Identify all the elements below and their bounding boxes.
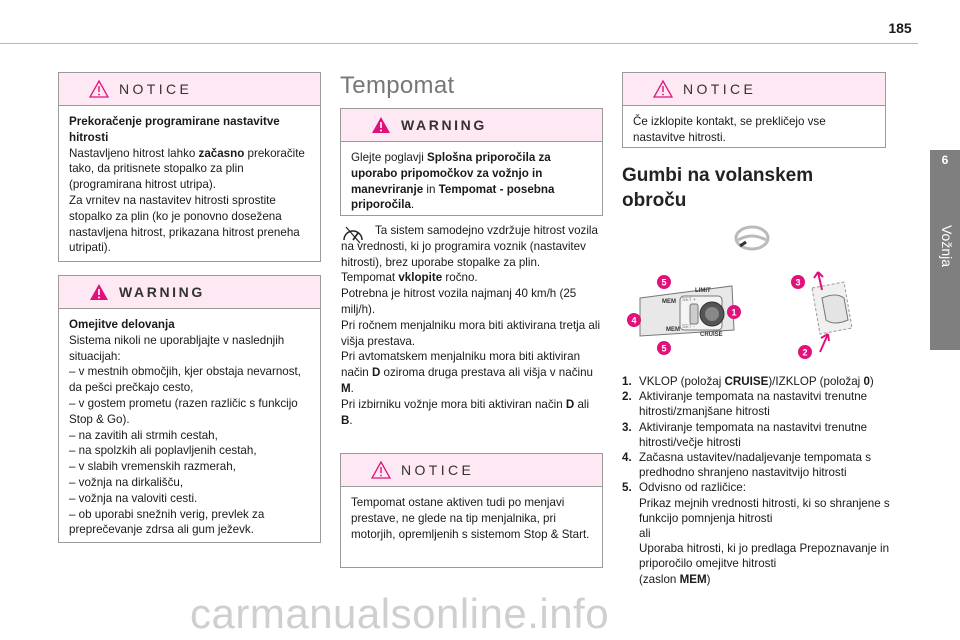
notice-title: NOTICE xyxy=(119,81,193,97)
list-item: – na spolzkih ali poplavljenih cestah, xyxy=(69,444,257,458)
warning-title: WARNING xyxy=(401,117,487,133)
warning-paragraph: Sistema nikoli ne uporabljajte v naslednjih situacijah: xyxy=(69,333,285,363)
notice-header xyxy=(341,454,602,487)
cruise-label: CRUISE xyxy=(700,332,723,338)
notice-body xyxy=(59,106,320,266)
warning-title: WARNING xyxy=(119,284,205,300)
notice-header xyxy=(59,73,320,106)
svg-text:4: 4 xyxy=(631,315,637,326)
page-number: 185 xyxy=(888,20,912,36)
chapter-tab-number: 6 xyxy=(941,153,949,167)
speed-line: Potrebna je hitrost vozila najmanj 40 km/h (25 milj/h). xyxy=(341,287,577,316)
intro-paragraph: Ta sistem samodejno vzdržuje hitrost vozila na vrednosti, ki jo programira voznik (nastavitev hitrosti), brez uporabe stopalke za plin. xyxy=(341,224,598,269)
warning-body xyxy=(341,142,602,223)
notice-box-ignition xyxy=(622,72,886,148)
header-rule xyxy=(0,43,918,44)
notice-body xyxy=(623,106,885,156)
svg-text:2: 2 xyxy=(802,347,808,358)
list-item-5: 5. Odvisno od različice: Prikaz mejnih vrednosti hitrosti, ki so shranjene s funkcijo pomnjenja hitrosti ali Uporaba hitrosti, ki jo predlaga Prepoznavanje in priporočilo omejitve hitrosti (zaslon MEM) xyxy=(622,481,890,586)
controls-list xyxy=(622,374,892,587)
svg-text:5: 5 xyxy=(661,277,667,288)
list-item: – ob uporabi snežnih verig, prevlek za preprečevanje zdrsa ali gum ježevk. xyxy=(69,507,265,537)
list-item: – vožnja na valoviti cesti. xyxy=(69,491,198,505)
manual-gearbox-line: Pri ročnem menjalniku mora biti aktivirana tretja ali višja prestava. xyxy=(341,318,601,348)
warning-triangle-icon xyxy=(89,283,109,301)
svg-text:1: 1 xyxy=(731,307,737,318)
notice-paragraph: Tempomat ostane aktiven tudi po menjavi prestave, ne glede na tip menjalnika, pri motorjih, opremljenih s sistemom Stop & Start. xyxy=(351,496,590,541)
watermark: carmanualsonline.info xyxy=(190,590,610,637)
list-item: – v mestnih območjih, kjer obstaja nevarnost, da pešci prečkajo cesto, xyxy=(69,365,301,395)
warning-triangle-icon xyxy=(371,116,391,134)
set-plus-label: SET + xyxy=(682,297,696,303)
warning-triangle-icon xyxy=(89,80,109,98)
list-item: – v gostem prometu (razen različic s funkcijo Stop & Go). xyxy=(69,396,298,426)
warning-box-guidelines xyxy=(340,108,603,216)
list-item-4: 4. Začasna ustavitev/nadaljevanje tempomata s predhodno shranjeno nastavitvijo hitrosti xyxy=(622,451,872,480)
list-item: – vožnja na dirkališču, xyxy=(69,475,184,489)
notice-heading: Prekoračenje programirane nastavitve hitrosti xyxy=(69,115,280,144)
notice-paragraph: Če izklopite kontakt, se prekličejo vse nastavitve hitrosti. xyxy=(633,115,826,144)
drive-selector-line: Pri izbirniku vožnje mora biti aktiviran način D ali B. xyxy=(341,397,590,427)
section-title: Gumbi na volanskem obroču xyxy=(622,165,814,211)
svg-text:3: 3 xyxy=(795,277,801,288)
mem-label-top: MEM xyxy=(662,299,676,305)
notice-header xyxy=(623,73,885,106)
warning-triangle-icon xyxy=(653,80,673,98)
notice-title: NOTICE xyxy=(401,462,475,478)
warning-paragraph: Glejte poglavji Splošna priporočila za uporabo pripomočkov za vožnjo in manevriranje in Tempomat - posebna priporočila. xyxy=(351,151,555,212)
list-item-1: 1. VKLOP (položaj CRUISE)/IZKLOP (položaj 0) xyxy=(622,375,874,388)
page-title: Tempomat xyxy=(340,72,455,99)
notice-box-gearchange xyxy=(340,453,603,568)
chapter-tab-label: Vožnja xyxy=(939,224,955,268)
list-item-3: 3. Aktiviranje tempomata na nastavitvi trenutne hitrosti/večje hitrosti xyxy=(622,420,868,449)
automatic-gearbox-line: Pri avtomatskem menjalniku mora biti aktiviran način D oziroma druga prestava ali višja v načinu M. xyxy=(341,350,593,395)
warning-body xyxy=(59,309,320,548)
cruise-stalk-diagram xyxy=(622,268,872,368)
notice-title: NOTICE xyxy=(683,81,757,97)
mem-label-bottom: MEM xyxy=(666,327,680,333)
notice-body xyxy=(341,487,602,552)
limit-label: LIMIT xyxy=(695,288,711,294)
warning-triangle-icon xyxy=(371,461,391,479)
notice-paragraph: Nastavljeno hitrost lahko začasno prekoračite tako, da pritisnete stopalko za plin (programirana hitrost utripa). xyxy=(69,146,305,192)
warning-header xyxy=(341,109,602,142)
notice-paragraph: Za vrnitev na nastavitev hitrosti sprostite stopalko za plin (ko je ponovno dosežena nastavljena hitrost, prikazana hitrost preneha utripati). xyxy=(69,193,300,255)
warning-heading: Omejitve delovanja xyxy=(69,318,175,331)
list-item: – v slabih vremenskih razmerah, xyxy=(69,460,236,474)
steering-wheel-icon xyxy=(730,222,774,254)
list-item: – na zavitih ali strmih cestah, xyxy=(69,428,218,442)
warning-box-limits xyxy=(58,275,321,543)
activation-line: Tempomat vklopite ročno. xyxy=(341,271,478,285)
notice-box-overspeed xyxy=(58,72,321,262)
cruise-description xyxy=(341,223,603,428)
list-item-2: 2. Aktiviranje tempomata na nastavitvi trenutne hitrosti/zmanjšane hitrosti xyxy=(622,390,868,419)
set-minus-label: SET - xyxy=(682,324,695,330)
svg-text:5: 5 xyxy=(661,343,667,354)
warning-header xyxy=(59,276,320,309)
